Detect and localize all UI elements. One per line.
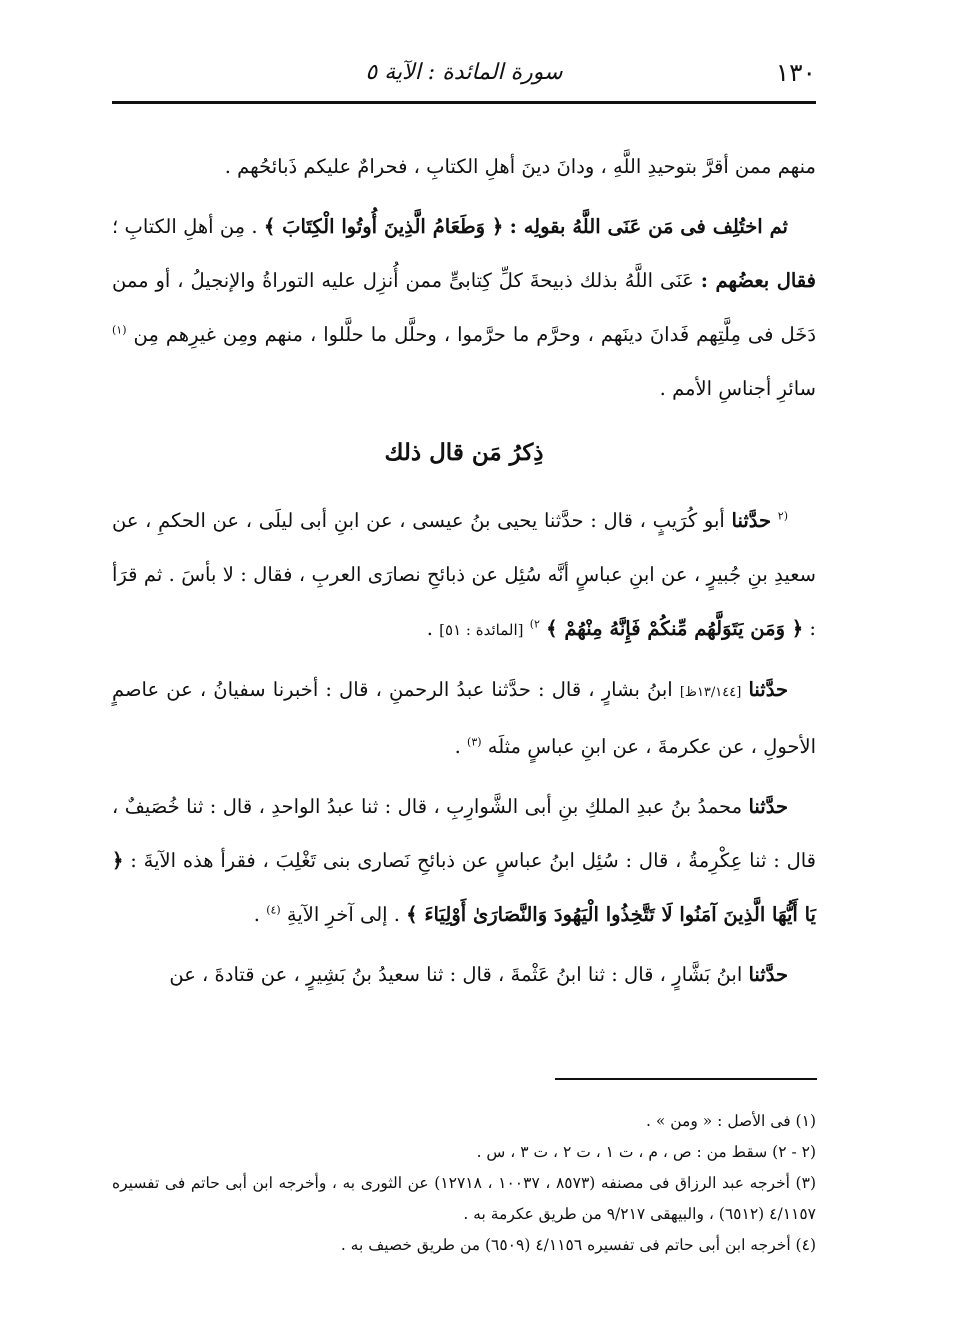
footnote-1: (١) فى الأصل : « ومن » . — [645, 1112, 816, 1130]
omission-mark-end: ٢) — [529, 617, 540, 631]
page-number: ١٣٠ — [775, 58, 816, 87]
paragraph-6-lead: حدَّثنا — [748, 963, 788, 986]
footnote-ref-3: (٣) — [467, 735, 482, 749]
paragraph-2-mid: . مِن أهلِ الكتابِ ؛ — [112, 215, 258, 238]
paragraph-2-rest: عَنَى اللَّهُ بذلك ذبيحةَ كلِّ كِتابىٍّ ممن أُنزِل عليه التوراةُ والإنجيلُ ، أو ممن دَخَل فى مِلَّتِهم فَدانَ دينَهم ، وحرَّم ما حرَّموا ، وحلَّل ما حلَّلوا ، منهم ومِن غيرِهم مِن — [112, 269, 816, 346]
paragraph-3-lead: حدَّثنا — [731, 509, 772, 532]
paragraph-5 — [112, 780, 816, 942]
paragraph-1 — [112, 140, 816, 194]
paragraph-2-lead: ثم اختُلِف فى مَن عَنَى اللَّهُ بقولِه : — [509, 215, 788, 238]
paragraph-5-end: . — [253, 903, 260, 926]
running-title: سورة المائدة : الآية ٥ — [365, 60, 563, 85]
footnote-2: (٢ - ٢) سقط من : ص ، م ، ت ١ ، ت ٢ ، ت ٣ ، س . — [476, 1143, 816, 1161]
paragraph-5-text2: . إلى آخرِ الآيةِ — [286, 903, 400, 926]
footnote-ref-1: (١) — [112, 323, 127, 337]
section-heading: ذِكرُ مَن قال ذلك — [384, 439, 544, 466]
verse-reference: [المائدة : ٥١] — [439, 621, 524, 639]
quran-verse-2: ﴿ وَمَن يَتَوَلَّهُم مِّنكُمْ فَإِنَّهُ مِنْهُمْ ﴾ — [546, 617, 804, 640]
paragraph-4 — [112, 663, 816, 774]
paragraph-5-text: محمدُ بنُ عبدِ الملكِ بنِ أبى الشَّوارِبِ ، قال : ثنا عبدُ الواحدِ ، قال : ثنا خُصَيفٌ ، قال : ثنا عِكْرِمةُ ، قال : سُئِل ابنُ عباسٍ عن ذبائحِ نَصارى بنى تَغْلِبَ ، فقرأ هذه الآيةَ : — [112, 795, 816, 872]
quran-verse-1: ﴿ وَطَعَامُ الَّذِينَ أُوتُوا الْكِتَابَ ﴾ — [263, 215, 504, 238]
paragraph-3-text: أبو كُرَيبٍ ، قال : حدَّثنا يحيى بنُ عيسى ، عن ابنِ أبى ليلَى ، عن الحكمِ ، عن سعيدِ بنِ جُبيرٍ ، عن ابنِ عباسٍ أنَّه سُئِل عن ذبائحِ نصارَى العربِ ، فقال : لا بأسَ . ثم قرَأ : — [112, 509, 816, 640]
main-text — [112, 140, 816, 1008]
footnote-ref-4: (٤) — [266, 903, 281, 917]
paragraph-1-text: منهم ممن أقرَّ بتوحيدِ اللَّهِ ، ودانَ دينَ أهلِ الكتابِ ، فحرامٌ عليكم ذَبائحُهم . — [224, 155, 816, 178]
paragraph-2-end: سائرِ أجناسِ الأمم . — [659, 377, 816, 400]
quran-verse-3: ﴿ يَا أَيُّهَا الَّذِينَ آمَنُوا لَا تَتَّخِذُوا الْيَهُودَ وَالنَّصَارَىٰ أَوْلِيَاءَ ﴾ — [112, 849, 816, 926]
paragraph-4-text: ابنُ بشارٍ ، قال : حدَّثنا عبدُ الرحمنِ ، قال : أخبرنا سفيانُ ، عن عاصمٍ الأحولِ ، عن عكرمةَ ، عن ابنِ عباسٍ مثلَه — [112, 678, 816, 758]
footnote-4: (٤) أخرجه ابن أبى حاتم فى تفسيره ٤/١١٥٦ (٦٥٠٩) من طريق خصيف به . — [340, 1236, 816, 1254]
paragraph-3-end: . — [426, 617, 433, 640]
paragraph-2 — [112, 200, 816, 416]
page-header — [112, 48, 816, 100]
header-rule — [112, 101, 816, 104]
footnote-rule — [555, 1078, 817, 1080]
paragraph-2-bold: فقال بعضُهم : — [700, 269, 816, 292]
paragraph-3 — [112, 494, 816, 657]
paragraph-5-lead: حدَّثنا — [748, 795, 788, 818]
paragraph-4-end: . — [454, 735, 461, 758]
omission-mark-start: (٢ — [777, 509, 789, 523]
paragraph-6 — [112, 948, 816, 1002]
paragraph-4-lead: حدَّثنا — [748, 678, 789, 701]
footnotes — [112, 1106, 816, 1261]
paragraph-6-text: ابنُ بَشَّارٍ ، قال : ثنا ابنُ عَثْمةَ ، قال : ثنا سعيدُ بنُ بَشِيرٍ ، عن قتادةَ ، عن — [169, 963, 743, 986]
manuscript-reference: [١٣/١٤٤ظ] — [679, 685, 742, 700]
footnote-3: (٣) أخرجه عبد الرزاق فى مصنفه (٨٥٧٣ ، ١٠٠٣٧ ، ١٢٧١٨) عن الثورى به ، وأخرجه ابن أبى حاتم فى تفسيره ٤/١١٥٧ (٦٥١٢) ، والبيهقى ٩/٢١٧ من طريق عكرمة به . — [112, 1174, 816, 1223]
